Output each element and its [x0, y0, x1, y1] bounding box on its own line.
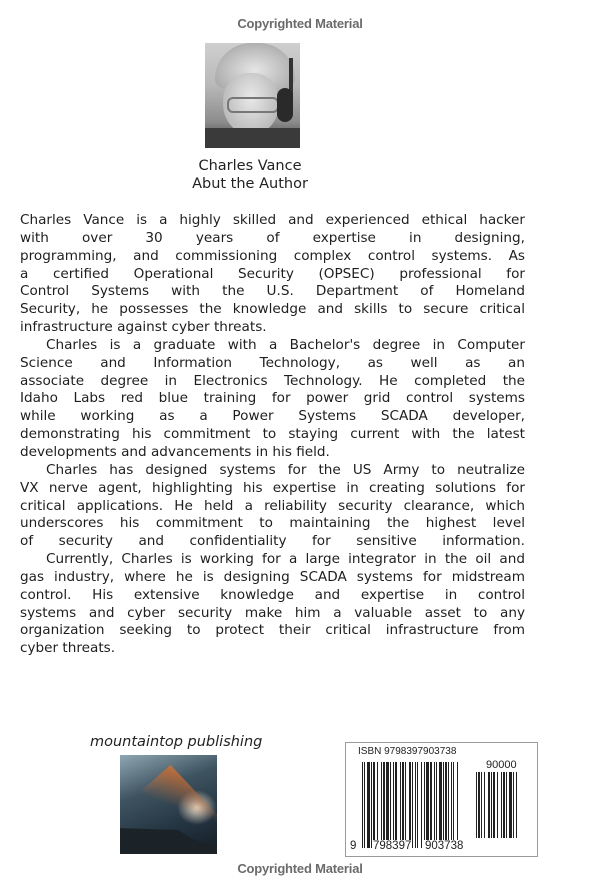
bio-line: Security, he possesses the knowledge and skills to secure critical [20, 301, 525, 318]
author-photo [205, 43, 300, 148]
barcode-bars-main [362, 762, 472, 852]
isbn-label: ISBN 9798397903738 [358, 746, 457, 757]
barcode-bar [478, 772, 480, 838]
bio-line: organization seeking to protect their critical infrastructure from [20, 622, 525, 639]
barcode-bar [501, 772, 502, 838]
barcode-digits-left: 798397 [373, 840, 412, 852]
bio-line: Currently, Charles is working for a large integrator in the oil and [46, 551, 525, 568]
headphones-icon [277, 88, 293, 122]
barcode-bar [412, 762, 413, 848]
barcode-bar [367, 762, 370, 848]
watermark-bottom: Copyrighted Material [237, 861, 363, 876]
bio-line: developments and advancements in his field. [20, 443, 330, 460]
barcode-bar [430, 762, 432, 848]
watermark-top: Copyrighted Material [237, 16, 363, 31]
barcode-bar [415, 762, 416, 848]
isbn-barcode [345, 742, 538, 857]
bio-line: gas industry, where he is designing SCADA systems for midstream [20, 568, 525, 585]
bio-line: cyber threats. [20, 640, 116, 657]
bio-line: critical applications. He held a reliability security clearance, which [20, 497, 525, 514]
barcode-bar [364, 762, 365, 848]
bio-line: Control Systems with the U.S. Department of Homeland [20, 283, 525, 300]
barcode-bar [386, 762, 389, 848]
author-name: Charles Vance [198, 158, 302, 174]
barcode-bar [421, 762, 422, 848]
barcode-digit-first: 9 [350, 840, 357, 852]
barcode-bar [400, 762, 401, 848]
bio-line: with over 30 years of expertise in designing, [20, 229, 525, 246]
bio-line: demonstrating his commitment to staying current with the latest [20, 426, 525, 443]
bio-line: Charles Vance is a highly skilled and experienced ethical hacker [20, 212, 525, 228]
barcode-bar [424, 762, 425, 848]
barcode-bar [453, 762, 454, 848]
bio-line: while working as a Power Systems SCADA developer, [20, 408, 525, 425]
author-bio [20, 212, 525, 658]
barcode-bar [481, 772, 482, 838]
bio-line: Charles is a graduate with a Bachelor's degree in Computer [46, 336, 525, 353]
barcode-bars-addon [476, 772, 531, 842]
barcode-bar [493, 772, 495, 838]
barcode-bar [509, 772, 512, 838]
barcode-bar [516, 772, 517, 838]
barcode-bar [484, 772, 485, 838]
bio-line: associate degree in Electronics Technology. He completed the [20, 372, 525, 389]
barcode-bar [373, 762, 375, 848]
bio-line: underscores his commitment to maintaining the highest level [20, 515, 525, 532]
publisher-logo [120, 755, 217, 854]
barcode-bar [513, 772, 514, 838]
bio-line: VX nerve agent, highlighting his expertise in creating solutions for [20, 479, 525, 496]
barcode-bar [393, 762, 394, 848]
barcode-bar [371, 762, 372, 848]
barcode-bar [451, 762, 452, 848]
bio-line: control. His extensive knowledge and expertise in control [20, 586, 525, 603]
barcode-bar [445, 762, 447, 848]
barcode-addon-number: 90000 [486, 759, 517, 771]
barcode-bar [503, 772, 505, 838]
barcode-bar [476, 772, 477, 838]
bio-line: a certified Operational Security (OPSEC) professional for [20, 265, 525, 282]
barcode-bar [436, 762, 437, 848]
publisher-name: mountaintop publishing [90, 734, 263, 750]
bio-line: systems and cyber security make him a valuable asset to any [20, 604, 525, 621]
barcode-bar [402, 762, 404, 848]
bio-line: infrastructure against cyber threats. [20, 319, 267, 336]
bio-line: programming, and commissioning complex control systems. As [20, 247, 525, 264]
barcode-bar [405, 762, 406, 848]
barcode-bar [439, 762, 442, 848]
barcode-bar [448, 762, 449, 848]
barcode-digits-right: 903738 [425, 840, 464, 852]
bio-line: Idaho Labs red blue training for power grid control systems [20, 390, 525, 407]
bio-line: of security and confidentiality for sensitive information. [20, 533, 525, 550]
author-subtitle: Abut the Author [192, 176, 308, 192]
barcode-bar [417, 762, 418, 848]
barcode-bar [488, 772, 490, 838]
barcode-bar [457, 762, 458, 848]
barcode-bar [443, 762, 444, 848]
barcode-bar [409, 762, 411, 848]
barcode-bar [497, 772, 498, 838]
bio-line: Science and Information Technology, as well as an [20, 354, 525, 371]
barcode-bar [434, 762, 435, 848]
barcode-bar [395, 762, 397, 848]
barcode-bar [383, 762, 385, 848]
barcode-bar [491, 772, 492, 838]
barcode-bar [506, 772, 507, 838]
barcode-bar [426, 762, 429, 848]
barcode-bar [381, 762, 382, 848]
barcode-bar [390, 762, 391, 848]
bio-line: Charles has designed systems for the US Army to neutralize [46, 461, 525, 478]
barcode-bar [377, 762, 378, 848]
barcode-bar [362, 762, 363, 848]
